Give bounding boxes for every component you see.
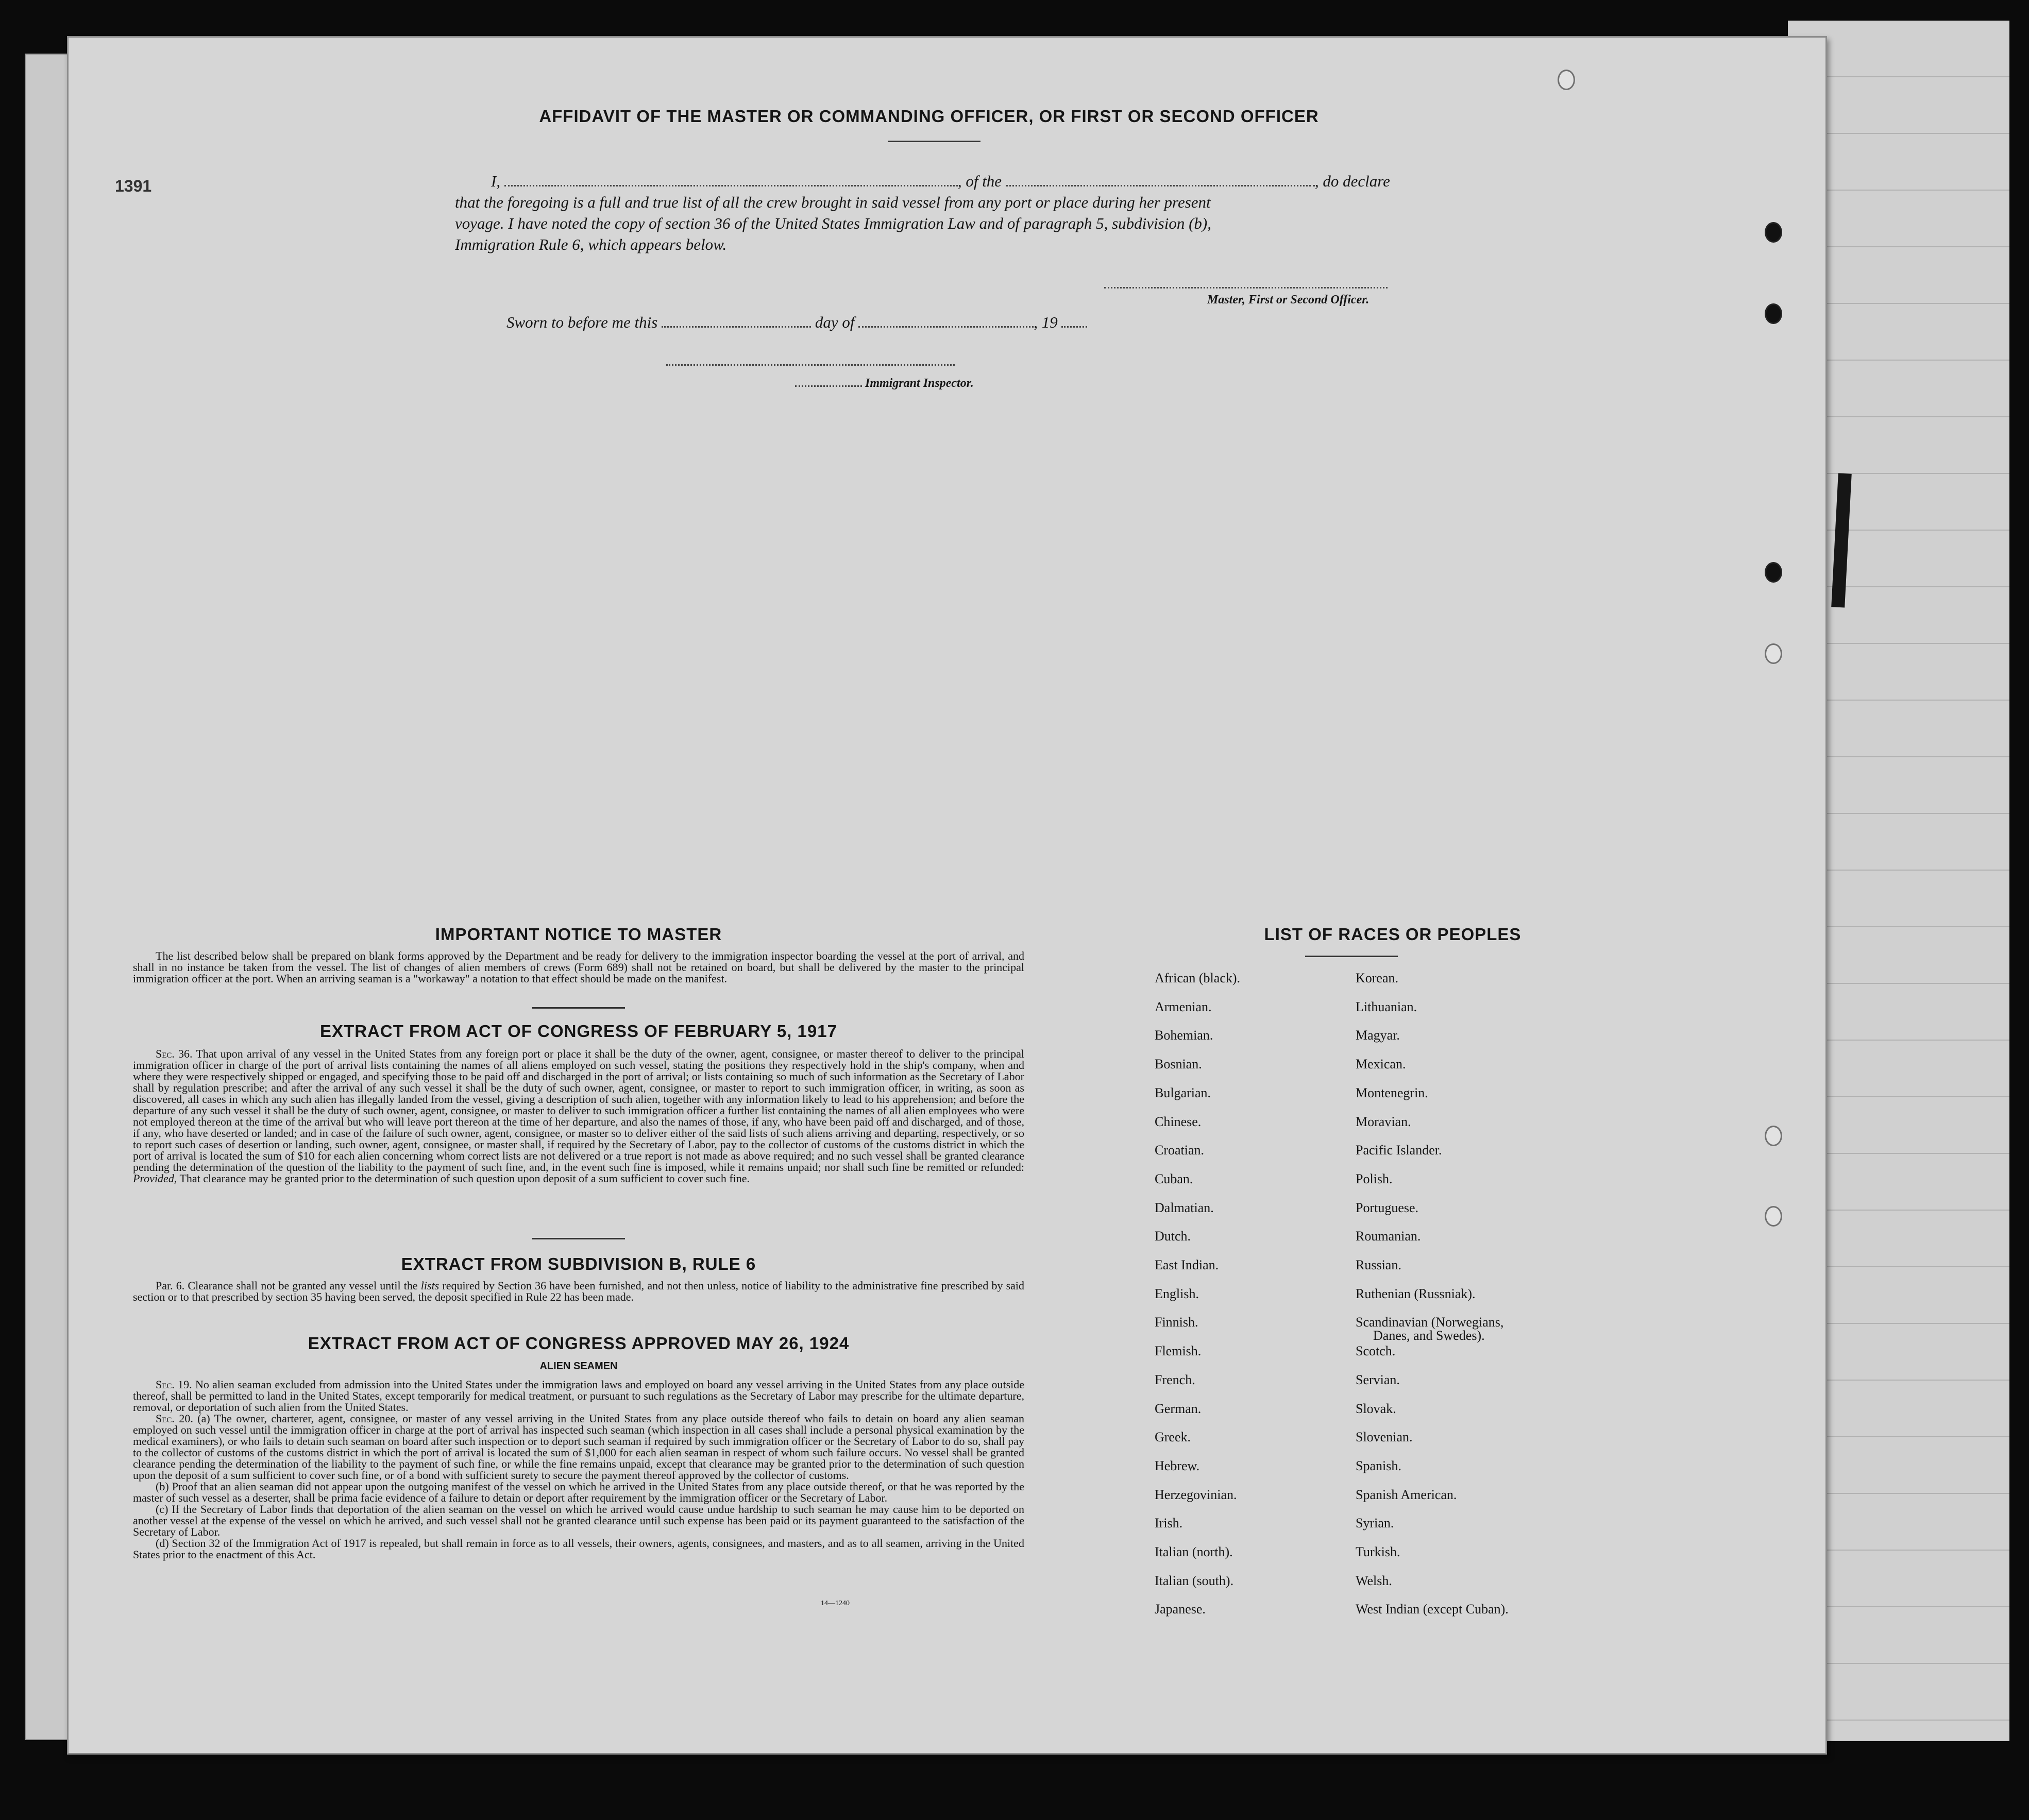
race-item: Syrian.: [1356, 1516, 1394, 1531]
document-page: [67, 36, 1827, 1755]
alien-seamen-subheading: ALIEN SEAMEN: [539, 1360, 618, 1372]
punch-hole: [1765, 1206, 1782, 1227]
extract-1917-heading: EXTRACT FROM ACT OF CONGRESS OF FEBRUARY 5, 1917: [320, 1022, 837, 1041]
race-item: Portuguese.: [1356, 1200, 1419, 1215]
race-item: Russian.: [1356, 1257, 1401, 1272]
rule-6-lists: lists: [420, 1279, 439, 1292]
vessel-blank: [1006, 185, 1315, 186]
race-item: Finnish.: [1155, 1315, 1198, 1330]
provided-text: That clearance may be granted prior to the determination of such question upon deposit of a sum sufficient to cover such fine.: [179, 1172, 750, 1185]
race-item: Dalmatian.: [1155, 1200, 1214, 1215]
sec-20b-text: (b) Proof that an alien seaman did not appear upon the outgoing manifest of the vessel on which he arrived in the United States from any place outside thereof, or that he was reported by the master of such vessel as a deserter, shall be prima facie evidence of a failure to detain or deport after requirement by the immigration officer or the Secretary of Labor.: [133, 1480, 1024, 1504]
par-6-label: Par. 6.: [156, 1279, 185, 1292]
extract-1924-body: [133, 1379, 1024, 1560]
master-signature-label: Master, First or Second Officer.: [1207, 293, 1369, 307]
affidavit-line-4: Immigration Rule 6, which appears below.: [455, 235, 727, 253]
form-number: 14—1240: [821, 1600, 850, 1607]
extract-1924-heading: EXTRACT FROM ACT OF CONGRESS APPROVED MAY 26, 1924: [308, 1334, 850, 1353]
race-item: Welsh.: [1356, 1573, 1392, 1588]
notice-paragraph: The list described below shall be prepared on blank forms approved by the Department and be ready for delivery to the immigration inspector boarding the vessel at the port of arrival, and shall in no instance be taken from the vessel. The list of changes of alien members of crews (Form 689) shall not be retained on board, but shall be delivered by the master to the principal immigration officer at the port. When an arriving seaman is a "workaway" a notation to that effect should be made on the manifest.: [133, 949, 1024, 985]
punch-hole: [1765, 643, 1782, 664]
sworn-line: [506, 312, 1087, 333]
race-item: Polish.: [1356, 1171, 1393, 1186]
inspector-label: Immigrant Inspector.: [865, 377, 974, 390]
race-item: Turkish.: [1356, 1544, 1400, 1559]
provided-label: Provided,: [133, 1172, 177, 1185]
notice-body: [133, 950, 1024, 984]
race-item: African (black).: [1155, 971, 1241, 985]
sec-36-label: Sec. 36.: [156, 1047, 193, 1060]
affidavit-of-the: , of the: [957, 172, 1002, 190]
race-item: Croatian.: [1155, 1143, 1205, 1158]
race-item: Ruthenian (Russniak).: [1356, 1286, 1476, 1301]
divider: [532, 1238, 625, 1239]
race-item: Slovenian.: [1356, 1430, 1413, 1445]
sec-20-label: Sec. 20.: [156, 1412, 193, 1425]
sworn-day-of: day of: [815, 313, 855, 331]
rule-6-text-a: Clearance shall not be granted any vessel until the: [188, 1279, 418, 1292]
rule-6-heading: EXTRACT FROM SUBDIVISION B, RULE 6: [401, 1254, 756, 1273]
race-item: West Indian (except Cuban).: [1356, 1602, 1509, 1617]
affidavit-declare: , do declare: [1314, 172, 1390, 190]
race-item: Italian (north).: [1155, 1544, 1233, 1559]
race-item: Lithuanian.: [1356, 999, 1417, 1014]
day-blank: [662, 326, 811, 328]
race-item: Italian (south).: [1155, 1573, 1234, 1588]
race-item: East Indian.: [1155, 1257, 1219, 1272]
race-item: English.: [1155, 1286, 1199, 1301]
race-item: Armenian.: [1155, 999, 1212, 1014]
name-blank: [504, 185, 958, 186]
notice-heading: IMPORTANT NOTICE TO MASTER: [435, 925, 722, 944]
race-item: Bulgarian.: [1155, 1085, 1211, 1100]
race-item: Servian.: [1356, 1372, 1400, 1387]
race-item: German.: [1155, 1401, 1202, 1416]
punch-hole: [1765, 562, 1782, 583]
affidavit-line-2: that the foregoing is a full and true list of all the crew brought in said vessel from any port or place during her present: [455, 193, 1211, 211]
races-heading: LIST OF RACES OR PEOPLES: [1264, 925, 1521, 944]
race-item: Bohemian.: [1155, 1028, 1213, 1043]
divider: [888, 141, 980, 142]
rule-6-text-b: required by Section 36 have been furnished, and not then unless, notice of liability to the administrative fine prescribed by said section or to that prescribed by section 35 having been served, the deposit specified in Rule 22 has been made.: [133, 1279, 1025, 1303]
race-item: Spanish.: [1356, 1458, 1401, 1473]
punch-hole: [1558, 70, 1575, 90]
race-item: Mexican.: [1356, 1057, 1406, 1072]
race-item: Scandinavian (Norwegians,: [1356, 1315, 1504, 1330]
punch-hole: [1765, 1126, 1782, 1146]
race-item: Flemish.: [1155, 1343, 1202, 1359]
inspector-line: [795, 377, 974, 390]
punch-hole: [1765, 222, 1782, 243]
race-item: Cuban.: [1155, 1171, 1193, 1186]
sec-19-label: Sec. 19.: [156, 1378, 192, 1391]
sec-36-text: That upon arrival of any vessel in the United States from any foreign port or place it shall be the duty of the owner, agent, consignee, or master thereof to deliver to the principal immigration officer in charge of the port of arrival lists containing the names of all aliens employed on such vessel, stating the positions they respectively hold in the ship's company, when and where they were respectively shipped or engaged, and specifying those to be paid off and discharged in the port of arrival; or lists containing so much of such information as the Secretary of Labor shall by regulation prescribe; and after the arrival of any such vessel it shall be the duty of such owner, agent, consignee, or master to report to such immigration officer, in writing, as soon as discovered, all cases in which any such alien has illegally landed from the vessel, giving a description of such alien, together with any information likely to lead to his apprehension; and before the departure of any such vessel it shall be the duty of such owner, agent, consignee, or master to deliver to such immigration officer a further list containing the names of all alien employees who were not employed thereon at the time of the arrival but who will leave port thereon at the time of her departure, and also the names of those, if any, who have been paid off and discharged, and of those, if any, who have deserted or landed; and in case of the failure of such owner, agent, consignee, or master so to deliver either of the said lists of such aliens arriving and departing, respectively, or so to report such cases of desertion or landing, such owner, agent, consignee, or master shall, if required by the Secretary of Labor, pay to the collector of customs of the customs district in which the port of arrival is located the sum of $10 for each alien concerning whom correct lists are not delivered or a true report is not made as above required; and no such vessel shall be granted clearance pending the determination of the question of the liability to the payment of such fine, and, in the event such fine is imposed, while it remains unpaid; nor shall such fine be remitted or refunded:: [133, 1047, 1025, 1173]
race-item: Scotch.: [1356, 1343, 1396, 1359]
inspector-signature-line: [666, 364, 955, 366]
sec-20d-text: (d) Section 32 of the Immigration Act of 1917 is repealed, but shall remain in force as to all vessels, their owners, agents, consignees, and masters, and as to all seamen, arriving in the United States prior to the enactment of this Act.: [133, 1537, 1024, 1561]
extract-1917-body: [133, 1048, 1024, 1184]
race-item: Slovak.: [1356, 1401, 1396, 1416]
race-item: Bosnian.: [1155, 1057, 1202, 1072]
race-item: Irish.: [1155, 1516, 1183, 1531]
punch-hole: [1765, 303, 1782, 324]
margin-number: 1391: [115, 177, 152, 195]
race-item: Roumanian.: [1356, 1229, 1421, 1244]
race-item: Japanese.: [1155, 1602, 1206, 1617]
sworn-prefix: Sworn to before me this: [506, 313, 658, 331]
race-item: Montenegrin.: [1356, 1085, 1428, 1100]
affidavit-line-3: voyage. I have noted the copy of section 36 of the United States Immigration Law and of paragraph 5, subdivision (b),: [455, 214, 1211, 232]
year-blank: [1061, 326, 1087, 328]
race-item: Magyar.: [1356, 1028, 1400, 1043]
race-item: Chinese.: [1155, 1114, 1202, 1129]
month-blank: [858, 326, 1034, 328]
rule-6-body: [133, 1280, 1024, 1303]
sec-19-text: No alien seaman excluded from admission into the United States under the immigration laws and employed on board any vessel arriving in the United States from any place outside thereof, shall be permitted to land in the United States, except temporarily for medical treatment, or pursuant to such regulations as the Secretary of Labor may prescribe for the ultimate departure, removal, or deportation of such alien from the United States.: [133, 1378, 1025, 1414]
race-item: Greek.: [1155, 1430, 1191, 1445]
race-item: Korean.: [1356, 971, 1399, 985]
master-signature-line: [1104, 287, 1388, 288]
affidavit-i: I,: [491, 172, 501, 190]
divider: [532, 1007, 625, 1009]
race-item: Spanish American.: [1356, 1487, 1457, 1502]
race-item: French.: [1155, 1372, 1195, 1387]
race-item: Pacific Islander.: [1356, 1143, 1442, 1158]
inspector-blank: [795, 385, 862, 387]
sec-20a-text: (a) The owner, charterer, agent, consignee, or master of any vessel arriving in the United States from any place outside thereof who fails to detain on board any alien seaman employed on such vessel until the immigration officer in charge at the port of arrival has inspected such seaman (which inspection in all cases shall include a personal physical examination by the medical examiners), or who fails to detain such seaman on board after such inspection or to deport such seaman if required by such immigration officer or the Secretary of Labor to do so, shall pay to the collector of customs of the customs district in which the port of arrival is located the sum of $1,000 for each alien seaman in respect of whom such failure occurs. No vessel shall be granted clearance pending the determination of the liability to the payment of such fine, or while the fine remains unpaid, except that clearance may be granted prior to the determination of such question upon the deposit of a sum sufficient to cover such fine, or of a bond with sufficient surety to secure the payment thereof approved by the collector of customs.: [133, 1412, 1024, 1482]
sworn-year: , 19: [1034, 313, 1058, 331]
race-item: Hebrew.: [1155, 1458, 1200, 1473]
race-item: Herzegovinian.: [1155, 1487, 1237, 1502]
affidavit-text: [455, 171, 1501, 255]
race-item: Moravian.: [1356, 1114, 1411, 1129]
divider: [1305, 956, 1398, 957]
race-item: Danes, and Swedes).: [1373, 1328, 1485, 1343]
affidavit-heading: AFFIDAVIT OF THE MASTER OR COMMANDING OFFICER, OR FIRST OR SECOND OFFICER: [539, 107, 1319, 126]
sec-20c-text: (c) If the Secretary of Labor finds that deportation of the alien seaman on the vessel on which he arrived would cause undue hardship to such seaman he may cause him to be deported on another vessel at the expense of the vessel on which he arrived, and such vessel shall not be granted clearance until such expense has been paid or its payment guaranteed to the satisfaction of the Secretary of Labor.: [133, 1503, 1024, 1538]
race-item: Dutch.: [1155, 1229, 1191, 1244]
